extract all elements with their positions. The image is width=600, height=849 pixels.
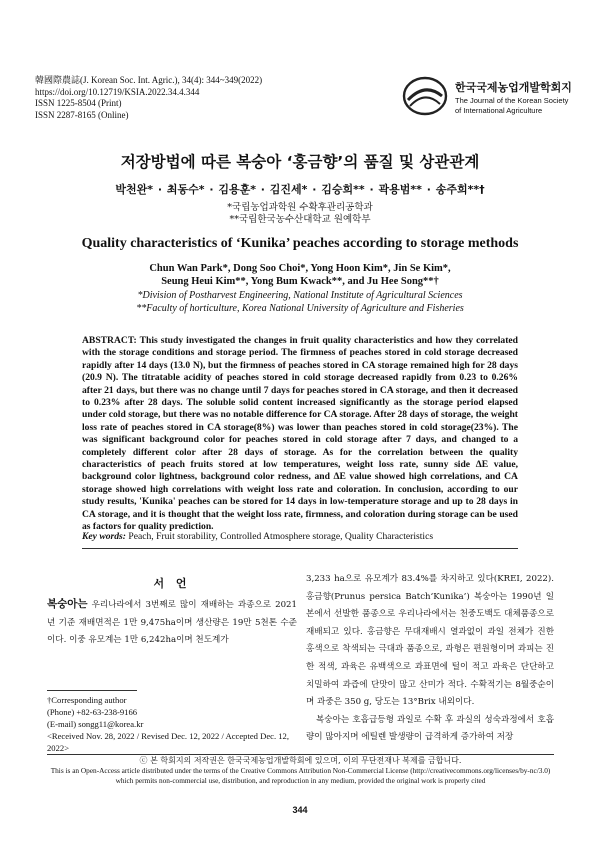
authors-english-line-2: Seung Heui Kim**, Yong Bum Kwack**, and Ju Hee Song**† xyxy=(161,276,439,287)
body-column-left xyxy=(47,596,297,650)
journal-header xyxy=(35,75,335,121)
keywords-label: Key words: xyxy=(82,531,126,542)
footnote-phone: (Phone) +82-63-238-9166 xyxy=(47,707,138,717)
abstract-divider xyxy=(82,548,518,549)
footnote-divider xyxy=(47,690,137,691)
journal-citation: 韓國際農誌(J. Korean Soc. Int. Agric.), 34(4): 344~349(2022) xyxy=(35,75,263,85)
logo-title-kr: 한국국제농업개발학회지 xyxy=(455,81,572,94)
logo-title-en xyxy=(455,96,575,116)
affiliation-english-1: *Division of Postharvest Engineering, National Institute of Agricultural Sciences xyxy=(137,290,463,301)
keywords-text: Peach, Fruit storability, Controlled Atmosphere storage, Quality Characteristics xyxy=(128,531,434,542)
abstract: ABSTRACT: This study investigated the changes in fruit quality characteristics and how they correlated with the storage conditions and storage period. The firmness of peaches stored in cold storage decreased rapidly after 14 days (13.0 N), but the firmness of peaches stored in CA storage remained high for 28 days (20.9 N). The titratable acidity of peaches stored in cold storage decreased rapidly from 0.23 to 0.26% after 21 days, but there was no change until 7 days for peaches stored in CA storage, and then it decreased to 0.23% after 28 days. The soluble solid content increased significantly as the storage period elapsed under cold storage, but there was no notable difference for CA storage. After 28 days of storage, the weight loss rate of peaches stored in CA storage(8%) was lower than peaches stored in cold storage(23%). The was significant background color for peaches stored in cold storage after 7 days, and changed to a completely different color after 28 days of storage. As for the correlation between the quality characteristics of peach fruits stored at low temperatures, weight loss rate, sunny side ΔE value, background color lightness, background color redness, and ΔE value showed high correlations, and CA storage showed high correlations with weight loss rate and coloration. In conclusion, according to our study results, 'Kunika' peaches can be stored for 14 days in low-temperature storage and up to 28 days in CA storage, and it is thought that the weight loss rate, firmness, and coloration during storage can be used as factors for quality prediction. xyxy=(82,335,518,533)
authors-korean: 박천완* · 최동수* · 김용훈* · 김진세* · 김승희** · 곽용범** · 송주희**† xyxy=(115,183,485,196)
issn-online: ISSN 2287-8165 (Online) xyxy=(35,109,129,120)
body-column-right xyxy=(306,571,554,747)
footnote-corresponding: †Corresponding author xyxy=(47,695,127,705)
body-right-paragraph-2: 복숭아는 호흡급등형 과일로 수확 후 과실의 성숙과정에서 호흡량이 많아지며 에틸렌 발생량이 급격하게 증가하여 저장 xyxy=(306,714,554,743)
footnote-dates: <Received Nov. 28, 2022 / Revised Dec. 12, 2022 / Accepted Dec. 12, 2022> xyxy=(47,731,289,753)
affiliation-korean-1: *국립농업과학원 수확후관리공학과 xyxy=(227,202,373,213)
body-right-paragraph-1: 3,233 ha으로 유모계가 83.4%를 차지하고 있다(KREI, 2022). 홍금향(Prunus persica Batch‘Kunika’) 복숭아는 1990년 일본에서 선발한 품종으로 우리나라에서는 천중도백도 대체품종으로 재배되고 있다. 홍금향은 무대재배시 열과없이 과일 전체가 진한 홍색으로 착색되는 극대과 품종으로, 과형은 편원형이며 과피는 진한 적색, 과육은 유백색으로 과표면에 털이 적고 과육은 단단하고 치밀하여 과즙에 단맛이 많고 산미가 적다. 수확적기는 8월중순이며 과중은 350 g, 당도는 13°Brix 내외이다. xyxy=(306,574,554,708)
authors-english xyxy=(0,262,600,288)
license-notice xyxy=(47,756,554,786)
title-english: Quality characteristics of ‘Kunika’ peaches according to storage methods xyxy=(81,236,519,251)
license-divider xyxy=(47,754,554,755)
keywords xyxy=(82,531,518,542)
affiliation-english-2: **Faculty of horticulture, Korea National University of Agriculture and Fisheries xyxy=(136,303,464,314)
authors-english-line-1: Chun Wan Park*, Dong Soo Choi*, Yong Hoon Kim*, Jin Se Kim*, xyxy=(149,263,451,274)
title-korean: 저장방법에 따른 복숭아 ‘홍금향’의 품질 및 상관관계 xyxy=(120,153,480,171)
page-number: 344 xyxy=(292,805,308,815)
affiliation-korean-2: **국립한국농수산대학교 원예학부 xyxy=(229,214,371,225)
society-logo-icon xyxy=(400,74,450,118)
copyright-notice-kr: ⓒ 본 학회지의 저작권은 한국국제농업개발학회에 있으며, 이의 무단전재나 복제를 금합니다. xyxy=(139,756,462,765)
journal-doi[interactable]: https://doi.org/10.12719/KSIA.2022.34.4.344 xyxy=(35,86,200,97)
section-title-introduction: 서 언 xyxy=(153,577,191,590)
logo-en-line-2: of International Agriculture xyxy=(455,106,543,115)
logo-en-line-1: The Journal of the Korean Society xyxy=(455,96,569,105)
body-lead-word: 복숭아는 xyxy=(47,598,88,610)
issn-print: ISSN 1225-8504 (Print) xyxy=(35,98,122,108)
body-left-text: 우리나라에서 3번째로 많이 재배하는 과종으로 2021년 기준 재배면적은 1만 9,475ha이며 생산량은 19만 5천톤 수준이다. 이중 유모계는 1만 6,242ha이며 천도계가 xyxy=(47,600,297,646)
footnote xyxy=(47,694,307,754)
open-access-notice: This is an Open-Access article distributed under the terms of the Creative Commons Attribution Non-Commercial License (http://creativecommons.org/licenses/by-nc/3.0) which permits non-commercial use, distribution, and reproduction in any medium, provided the original work is properly cited xyxy=(50,766,551,785)
footnote-email[interactable]: (E-mail) songg11@korea.kr xyxy=(47,719,144,729)
